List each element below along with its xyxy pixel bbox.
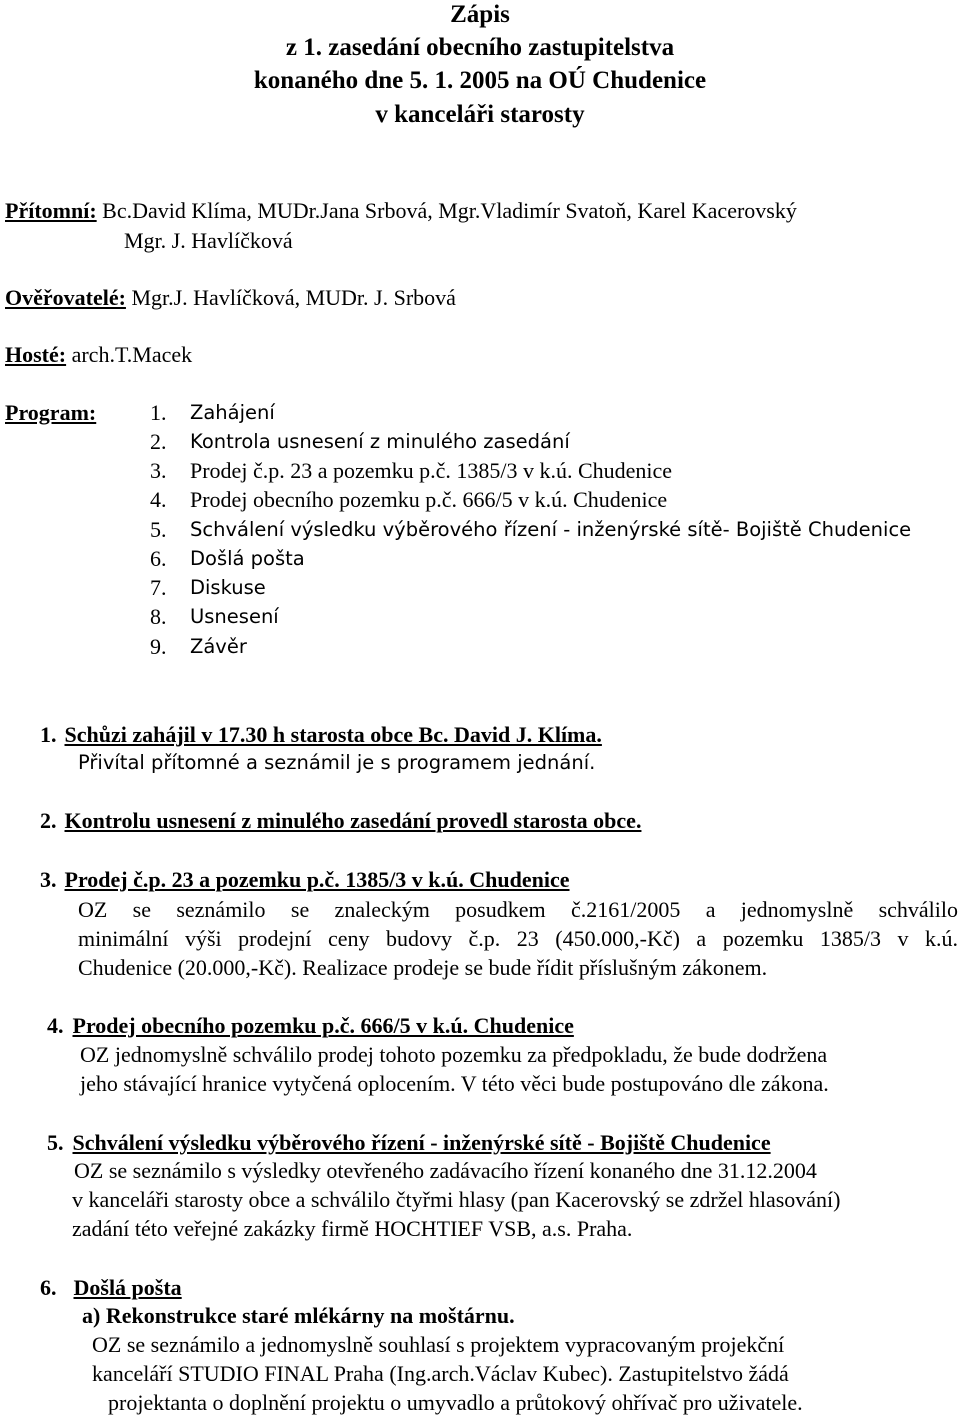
doc-title-line2: z 1. zasedání obecního zastupitelstva [285, 34, 675, 61]
present-value: Bc.David Klíma, MUDr.Jana Srbová, Mgr.Vladimír Svatoň, Karel Kacerovský [96, 198, 797, 223]
section-3-num: 3. [40, 867, 57, 892]
section-2-heading-row [40, 808, 641, 834]
section-4-num: 4. [47, 1013, 64, 1038]
guests-row [5, 342, 192, 368]
program-item-num: 8. [150, 604, 167, 629]
section-6-subheading: a) Rekonstrukce staré mlékárny na moštárnu. [82, 1303, 515, 1328]
section-3-text-line: OZ se seznámilo se znaleckým posudkem č.2161/2005 a jednomyslně schválilo [78, 897, 958, 922]
verifiers-row [5, 285, 456, 311]
doc-title: Zápis [450, 1, 510, 28]
section-6-num: 6. [40, 1275, 57, 1300]
section-5-num: 5. [47, 1130, 64, 1155]
present-row [5, 198, 797, 224]
section-4-heading-row [47, 1013, 574, 1039]
section-2-heading: Kontrolu usnesení z minulého zasedání provedl starosta obce. [64, 808, 642, 833]
section-2-num: 2. [40, 808, 57, 833]
section-6-heading-row [40, 1275, 182, 1301]
guests-label: Hosté: [5, 342, 67, 367]
program-item-num: 2. [150, 429, 167, 454]
verifiers-label: Ověřovatelé: [5, 285, 126, 310]
program-item-text: Prodej č.p. 23 a pozemku p.č. 1385/3 v k.ú. Chudenice [190, 458, 673, 483]
section-5-text-line: zadání této veřejné zakázky firmě HOCHTIEF VSB, a.s. Praha. [72, 1216, 633, 1241]
program-item-num: 5. [150, 517, 167, 542]
program-item-text: Zahájení [190, 401, 275, 424]
doc-title-line3: konaného dne 5. 1. 2005 na OÚ Chudenice [253, 67, 707, 94]
guests-value: arch.T.Macek [66, 342, 193, 367]
section-6-text-line: projektanta o doplnění projektu o umyvadlo a průtokový ohřívač pro uživatele. [108, 1390, 803, 1415]
program-item-num: 9. [150, 634, 167, 659]
program-item-text: Závěr [190, 635, 247, 658]
program-item-num: 4. [150, 487, 167, 512]
program-item-num: 6. [150, 546, 167, 571]
program-item-text: Došlá pošta [190, 547, 305, 570]
program-item-num: 1. [150, 400, 167, 425]
doc-title-line4: v kanceláři starosty [375, 101, 585, 128]
section-3-text-line: minimální výši prodejní ceny budovy č.p. 23 (450.000,-Kč) a pozemku 1385/3 v k.ú. [78, 926, 958, 951]
section-5-heading-row [47, 1130, 771, 1156]
section-3-heading-row [40, 867, 570, 893]
present-value-cont: Mgr. J. Havlíčková [124, 228, 293, 253]
program-item-text: Diskuse [190, 576, 266, 599]
section-6-text-line: kanceláří STUDIO FINAL Praha (Ing.arch.Václav Kubec). Zastupitelstvo žádá [92, 1361, 789, 1386]
section-6-heading: Došlá pošta [73, 1275, 182, 1300]
program-item-num: 3. [150, 458, 167, 483]
section-3-text-line: Chudenice (20.000,-Kč). Realizace prodeje se bude řídit příslušným zákonem. [78, 955, 768, 980]
section-5-heading: Schválení výsledku výběrového řízení - inženýrské sítě - Bojiště Chudenice [72, 1130, 771, 1155]
present-label: Přítomní: [5, 198, 97, 223]
section-1-num: 1. [40, 722, 57, 747]
program-item-text: Schválení výsledku výběrového řízení - inženýrské sítě- Bojiště Chudenice [190, 518, 912, 541]
section-1-text: Přivítal přítomné a seznámil je s programem jednání. [78, 751, 596, 774]
section-4-text-line: OZ jednomyslně schválilo prodej tohoto pozemku za předpokladu, že bude dodržena [80, 1042, 828, 1067]
section-4-text-line: jeho stávající hranice vytyčená oplocením. V této věci bude postupováno dle zákona. [80, 1071, 829, 1096]
section-6-text-line: OZ se seznámilo a jednomyslně souhlasí s projektem vypracovaným projekční [92, 1332, 785, 1357]
section-3-heading: Prodej č.p. 23 a pozemku p.č. 1385/3 v k.ú. Chudenice [64, 867, 570, 892]
program-item-text: Prodej obecního pozemku p.č. 666/5 v k.ú. Chudenice [190, 487, 668, 512]
program-item-text: Kontrola usnesení z minulého zasedání [190, 430, 570, 453]
section-4-heading: Prodej obecního pozemku p.č. 666/5 v k.ú. Chudenice [72, 1013, 574, 1038]
section-5-text-line: v kanceláři starosty obce a schválilo čtyřmi hlasy (pan Kacerovský se zdržel hlasování) [72, 1187, 841, 1212]
section-5-text-line: OZ se seznámilo s výsledky otevřeného zadávacího řízení konaného dne 31.12.2004 [74, 1158, 817, 1183]
program-item-text: Usnesení [190, 605, 279, 628]
section-1-heading: Schůzi zahájil v 17.30 h starosta obce Bc. David J. Klíma. [64, 722, 602, 747]
program-item-num: 7. [150, 575, 167, 600]
section-1-heading-row [40, 722, 602, 748]
program-label: Program: [5, 400, 97, 425]
verifiers-value: Mgr.J. Havlíčková, MUDr. J. Srbová [125, 285, 456, 310]
